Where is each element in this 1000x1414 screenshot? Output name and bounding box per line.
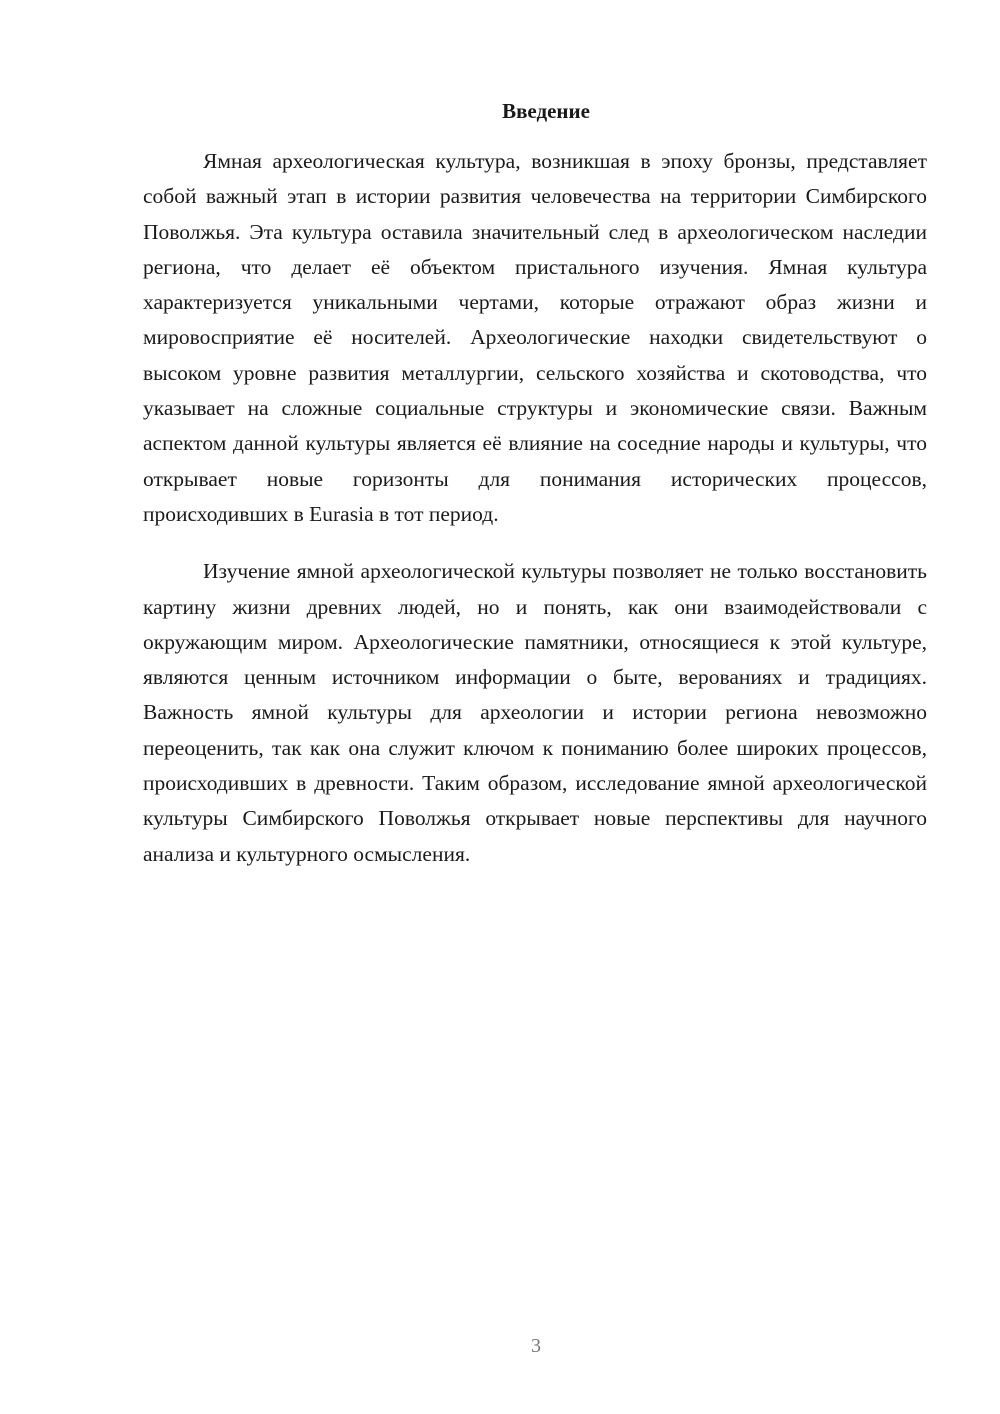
paragraph-1: Ямная археологическая культура, возникшая в эпоху бронзы, представляет собой важный этап в истории развития человечества на территории Симбирского Поволжья. Эта культура оставила значительный след в археологическом наследии региона, что делает её объектом пристального изучения. Ямная культура характеризуется уникальными чертами, которые отражают образ жизни и мировосприятие её носителей. Археологические находки свидетельствуют о высоком уровне развития металлургии, сельского хозяйства и скотоводства, что указывает на сложные социальные структуры и экономические связи. Важным аспектом данной культуры является её влияние на соседние народы и культуры, что открывает новые горизонты для понимания исторических процессов, происходивших в Eurasia в тот период. [143, 149, 927, 526]
section-title: Введение [502, 99, 590, 123]
paragraph-2: Изучение ямной археологической культуры позволяет не только восстановить картину жизни древних людей, но и понять, как они взаимодействовали с окружающим миром. Археологические памятники, относящиеся к этой культуре, являются ценным источником информации о быте, верованиях и традициях. Важность ямной культуры для археологии и истории региона невозможно переоценить, так как она служит ключом к пониманию более широких процессов, происходивших в древности. Таким образом, исследование ямной археологической культуры Симбирского Поволжья открывает новые перспективы для научного анализа и культурного осмысления. [143, 559, 927, 866]
page-number: 3 [531, 1335, 541, 1357]
page-content [143, 96, 927, 872]
